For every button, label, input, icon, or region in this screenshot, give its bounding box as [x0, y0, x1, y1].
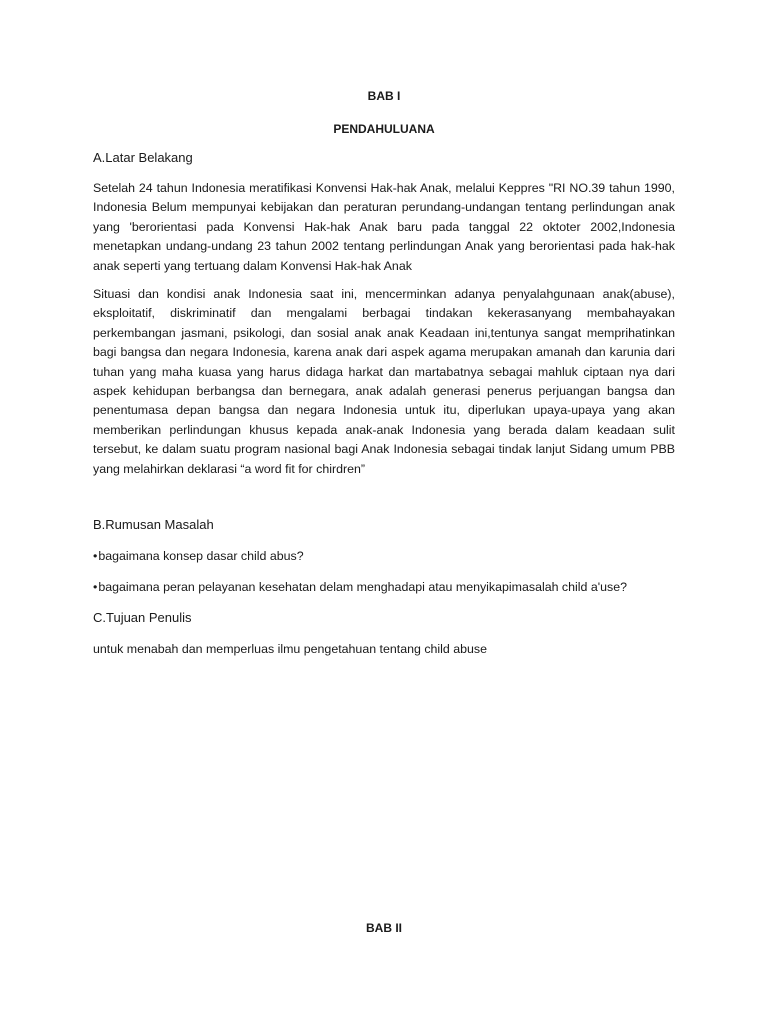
bullet-icon: •	[93, 580, 98, 594]
list-item-problem-2	[93, 580, 627, 594]
paragraph-tujuan: untuk menabah dan memperluas ilmu pengetahuan tentang child abuse	[93, 642, 488, 656]
section-heading-rumusan-masalah: B.Rumusan Masalah	[93, 517, 214, 532]
paragraph-latar-belakang-1: Setelah 24 tahun Indonesia meratifikasi Konvensi Hak-hak Anak, melalui Keppres "RI NO.39 tahun 1990, Indonesia Belum mempunyai kebijakan dan peraturan perundang-undangan tentang perlindungan anak yang 'berorientasi pada Konvensi Hak-hak Anak baru pada tanggal 22 oktoter 2002,Indonesia menetapkan undang-undang 23 tahun 2002 tentang perlindungan Anak yang berorientasi pada hak-hak anak seperti yang tertuang dalam Konvensi Hak-hak Anak	[93, 181, 675, 273]
list-item-text: bagaimana konsep dasar child abus?	[98, 549, 304, 563]
bullet-icon: •	[93, 549, 98, 563]
list-item-text: bagaimana peran pelayanan kesehatan delam menghadapi atau menyikapimasalah child a'use?	[98, 580, 627, 594]
paragraph-latar-belakang-2: Situasi dan kondisi anak Indonesia saat ini, mencerminkan adanya penyalahgunaan anak(abuse), eksploitatif, diskriminatif dan mengalami berbagai tindakan kekerasanyang membahayakan perkembangan jasmani, psikologi, dan sosial anak anak Keadaan ini,tentunya sangat memprihatinkan bagi bangsa dan negara Indonesia, karena anak dari aspek agama merupakan amanah dan karunia dari tuhan yang maha kuasa yang harus didaga harkat dan martabatnya sebagai mahluk ciptaan nya dari aspek kehidupan berbangsa dan bernegara, anak adalah generasi penerus perjuangan bangsa dan penentumasa depan bangsa dan negara Indonesia untuk itu, diperlukan upaya-upaya yang akan memberikan perlindungan khusus kepada anak-anak Indonesia yang berada dalam keadaan sulit tersebut, ke dalam suatu program nasional bagi Anak Indonesia sebagai tindak lanjut Sidang umum PBB yang melahirkan deklarasi “a word fit for chirdren”	[93, 287, 675, 476]
section-heading-latar-belakang: A.Latar Belakang	[93, 150, 193, 165]
chapter-subtitle: PENDAHULUANA	[333, 122, 435, 136]
section-heading-tujuan-penulis: C.Tujuan Penulis	[93, 610, 192, 625]
chapter-title: BAB I	[367, 89, 401, 103]
list-item-problem-1	[93, 549, 304, 563]
next-chapter-title: BAB II	[366, 921, 402, 935]
